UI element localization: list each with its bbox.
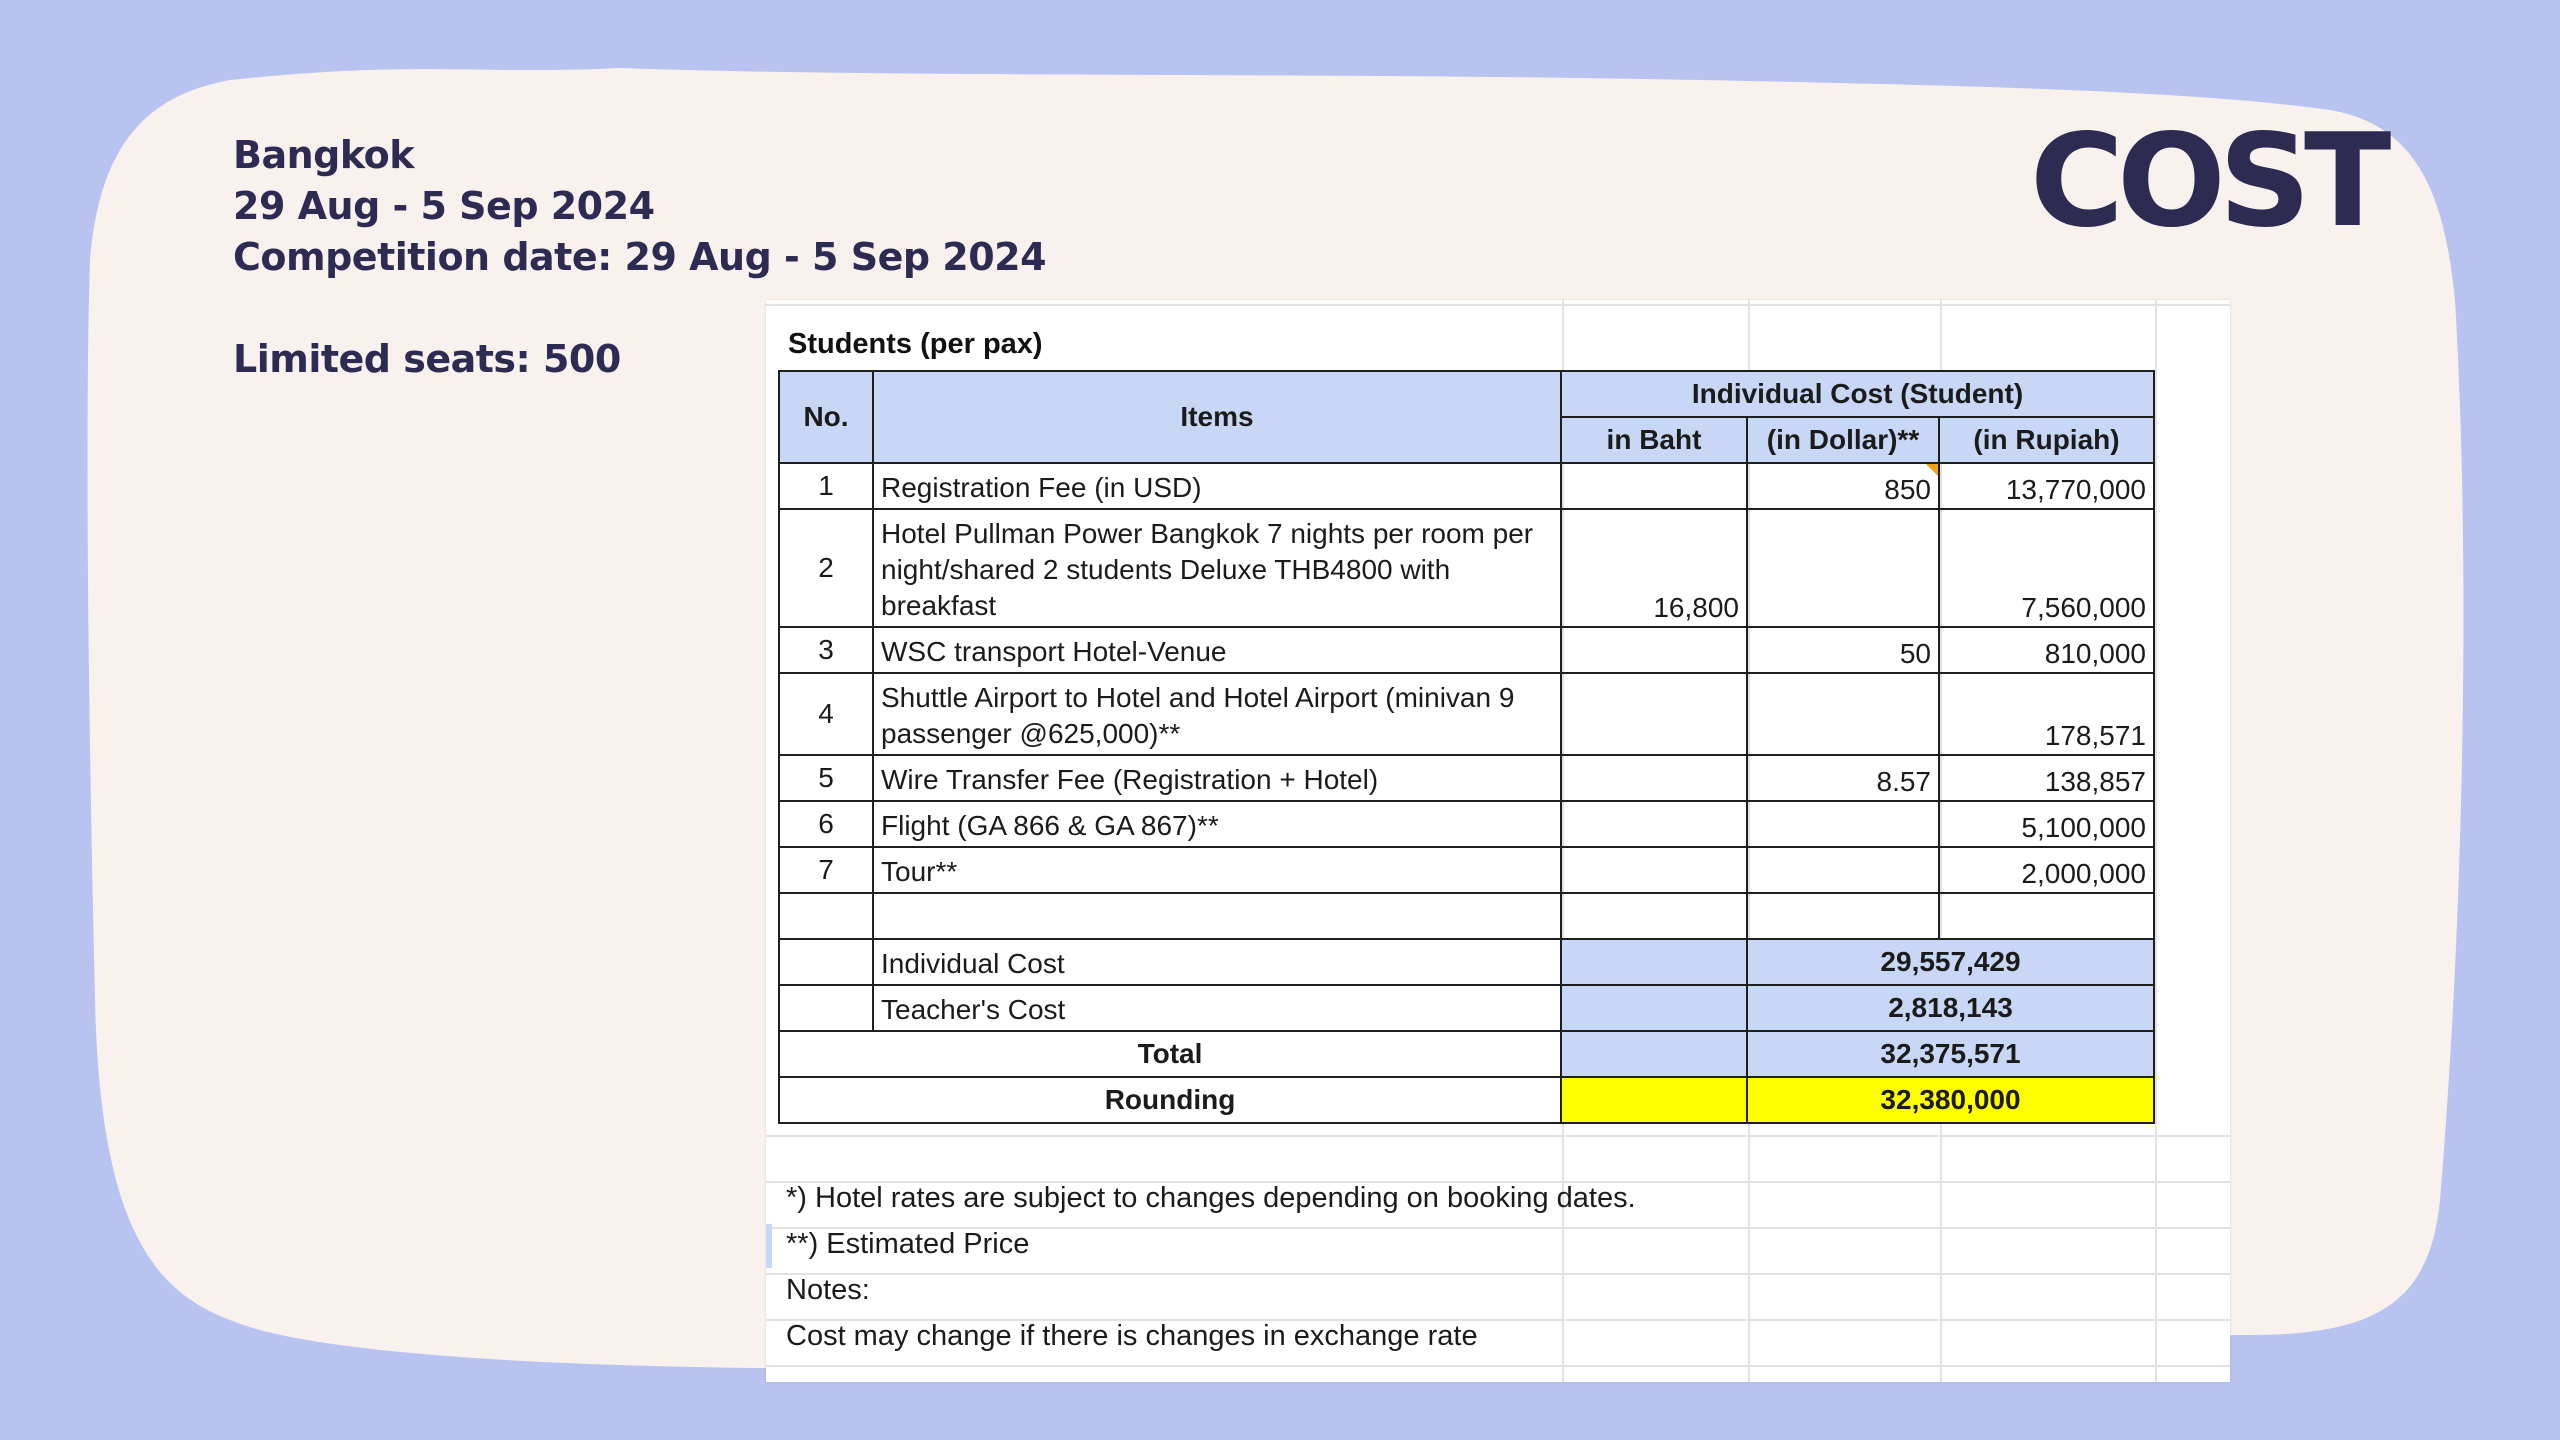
header-dollar: (in Dollar)**	[1747, 417, 1939, 463]
row-baht	[1561, 847, 1747, 893]
row-baht	[1561, 755, 1747, 801]
grid-line	[2155, 300, 2157, 1382]
row-item: Wire Transfer Fee (Registration + Hotel)	[873, 755, 1561, 801]
cost-table	[778, 370, 2155, 1124]
header-no: No.	[779, 371, 873, 463]
event-dates: 29 Aug - 5 Sep 2024	[233, 184, 655, 228]
header-individual-cost: Individual Cost (Student)	[1561, 371, 2154, 417]
individual-cost-value: 29,557,429	[1747, 939, 2154, 985]
row-item: Tour**	[873, 847, 1561, 893]
table-row	[779, 509, 2154, 627]
teacher-cost-value: 2,818,143	[1747, 985, 2154, 1031]
table-row	[779, 755, 2154, 801]
grid-line	[766, 1135, 2230, 1137]
row-baht: 16,800	[1561, 509, 1747, 627]
empty-cell	[1561, 1031, 1747, 1077]
empty-row	[779, 893, 2154, 939]
row-dollar-value: 850	[1884, 474, 1931, 505]
footnote-hotel: *) Hotel rates are subject to changes depending on booking dates.	[786, 1182, 1636, 1214]
empty-cell	[1561, 985, 1747, 1031]
total-value: 32,375,571	[1747, 1031, 2154, 1077]
summary-row-individual	[779, 939, 2154, 985]
header-baht: in Baht	[1561, 417, 1747, 463]
total-label: Total	[779, 1031, 1561, 1077]
table-row	[779, 801, 2154, 847]
row-dollar	[1747, 801, 1939, 847]
notes-label: Notes:	[786, 1274, 870, 1306]
empty-cell	[1561, 1077, 1747, 1123]
row-baht	[1561, 463, 1747, 509]
row-rupiah: 138,857	[1939, 755, 2154, 801]
teacher-cost-label: Teacher's Cost	[873, 985, 1561, 1031]
summary-row-teacher	[779, 985, 2154, 1031]
row-rupiah: 810,000	[1939, 627, 2154, 673]
row-dollar	[1747, 847, 1939, 893]
individual-cost-label: Individual Cost	[873, 939, 1561, 985]
grid-line	[766, 1365, 2230, 1367]
spreadsheet-screenshot	[766, 300, 2230, 1382]
row-dollar: 50	[1747, 627, 1939, 673]
row-dollar	[1747, 463, 1939, 509]
empty-cell	[1747, 893, 1939, 939]
row-rupiah: 178,571	[1939, 673, 2154, 755]
cost-heading: COST	[2030, 107, 2385, 256]
row-dollar	[1747, 509, 1939, 627]
row-no: 1	[779, 463, 873, 509]
empty-cell	[779, 985, 873, 1031]
row-selection-marker	[766, 1224, 772, 1268]
row-item: Shuttle Airport to Hotel and Hotel Airport (minivan 9 passenger @625,000)**	[873, 673, 1561, 755]
note-exchange-rate: Cost may change if there is changes in exchange rate	[786, 1320, 1478, 1352]
event-city: Bangkok	[233, 133, 414, 177]
table-row	[779, 847, 2154, 893]
grid-line	[766, 1273, 2230, 1275]
empty-cell	[779, 939, 873, 985]
row-item: Hotel Pullman Power Bangkok 7 nights per room per night/shared 2 students Deluxe THB4800 with breakfast	[873, 509, 1561, 627]
empty-cell	[779, 893, 873, 939]
table-row	[779, 673, 2154, 755]
header-items: Items	[873, 371, 1561, 463]
grid-line	[766, 304, 2230, 306]
row-baht	[1561, 673, 1747, 755]
row-item: WSC transport Hotel-Venue	[873, 627, 1561, 673]
row-no: 5	[779, 755, 873, 801]
empty-cell	[873, 893, 1561, 939]
section-title: Students (per pax)	[788, 328, 1043, 360]
table-row	[779, 627, 2154, 673]
row-no: 4	[779, 673, 873, 755]
empty-cell	[1561, 939, 1747, 985]
summary-row-rounding	[779, 1077, 2154, 1123]
limited-seats: Limited seats: 500	[233, 337, 621, 381]
row-rupiah: 2,000,000	[1939, 847, 2154, 893]
rounding-value: 32,380,000	[1747, 1077, 2154, 1123]
empty-cell	[1939, 893, 2154, 939]
row-no: 2	[779, 509, 873, 627]
row-no: 6	[779, 801, 873, 847]
row-rupiah: 13,770,000	[1939, 463, 2154, 509]
rounding-label: Rounding	[779, 1077, 1561, 1123]
empty-cell	[1561, 893, 1747, 939]
summary-row-total	[779, 1031, 2154, 1077]
footnote-estimated: **) Estimated Price	[786, 1228, 1030, 1260]
row-rupiah: 5,100,000	[1939, 801, 2154, 847]
row-item: Registration Fee (in USD)	[873, 463, 1561, 509]
row-dollar: 8.57	[1747, 755, 1939, 801]
comment-marker	[1926, 464, 1938, 476]
header-rupiah: (in Rupiah)	[1939, 417, 2154, 463]
row-rupiah: 7,560,000	[1939, 509, 2154, 627]
row-baht	[1561, 627, 1747, 673]
row-dollar	[1747, 673, 1939, 755]
competition-date: Competition date: 29 Aug - 5 Sep 2024	[233, 235, 1047, 279]
row-no: 3	[779, 627, 873, 673]
row-item: Flight (GA 866 & GA 867)**	[873, 801, 1561, 847]
table-row	[779, 463, 2154, 509]
row-no: 7	[779, 847, 873, 893]
row-baht	[1561, 801, 1747, 847]
